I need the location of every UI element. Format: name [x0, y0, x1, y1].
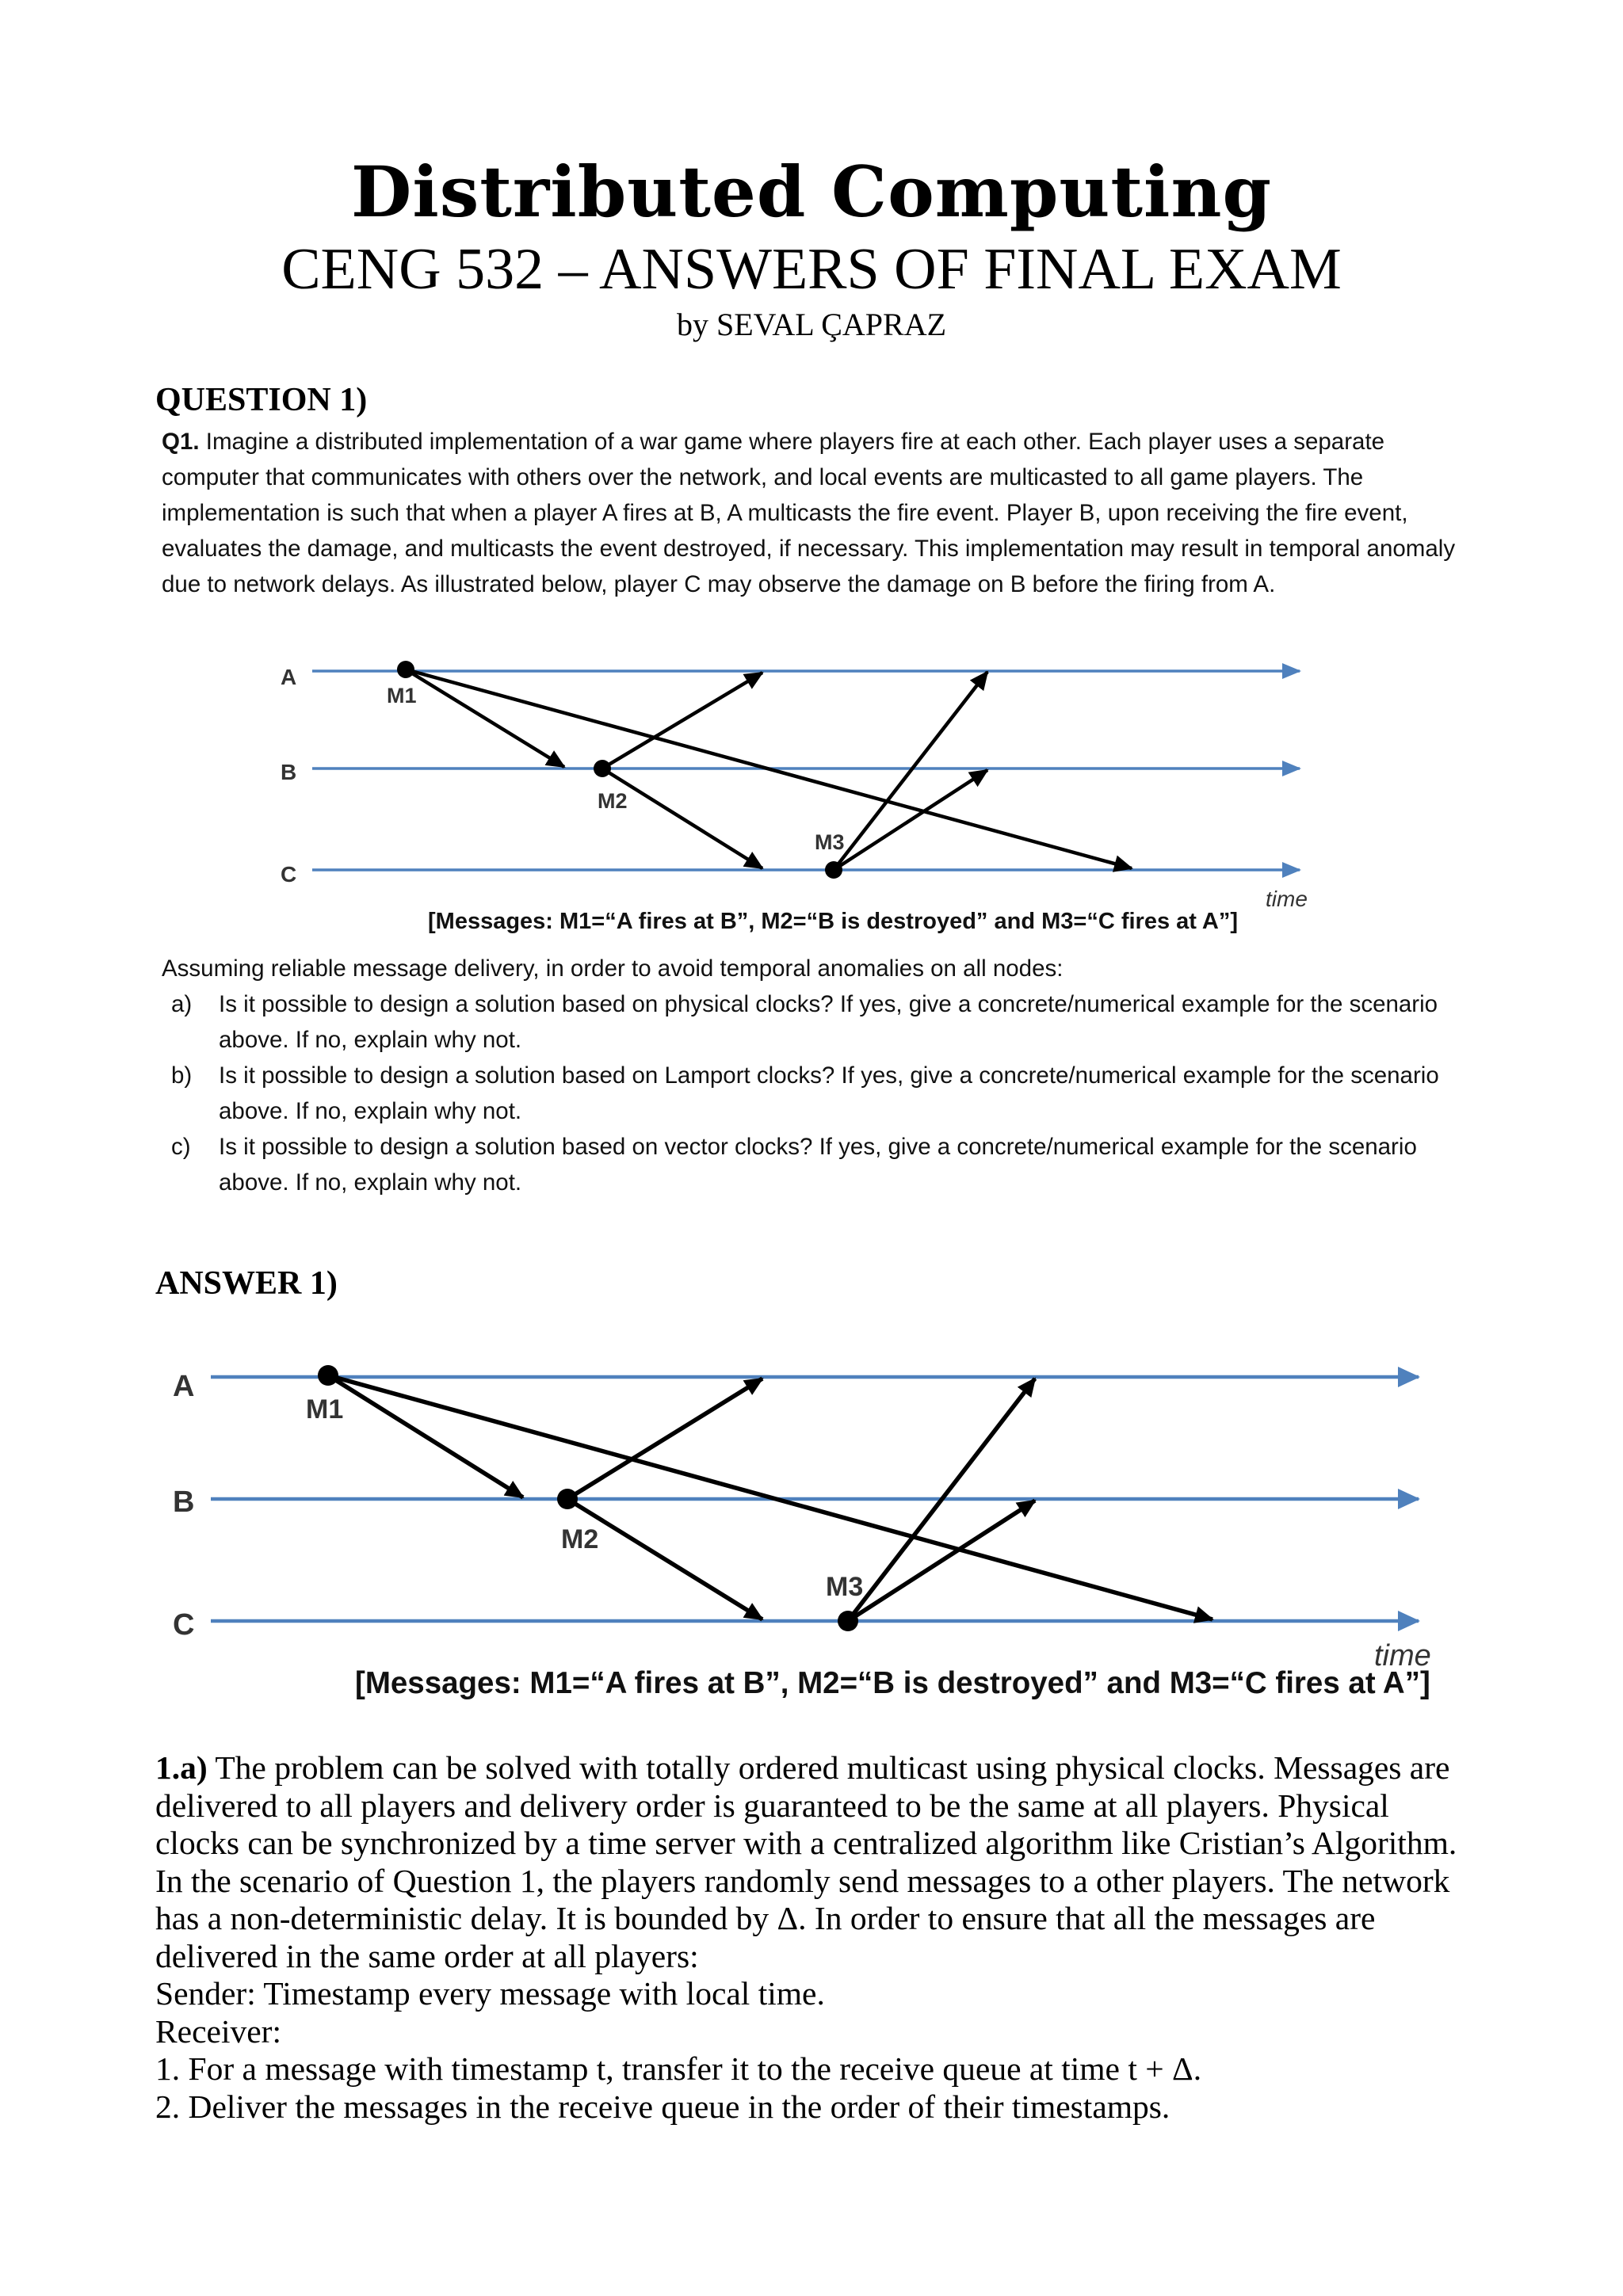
answer-step-1: 1. For a message with timestamp t, transfer it to the receive queue at time t + Δ.: [155, 2050, 1202, 2087]
process-label-a: A: [281, 665, 297, 689]
answer-time-axis-label: time: [1374, 1639, 1431, 1672]
answer-paragraph: [155, 1749, 1471, 1975]
answer-body: The problem can be solved with totally ordered multicast using physical clocks. Messages are delivered to all players and delivery order is guaranteed to be the same at all players. Physical clocks can be synchronized by a time server with a centralized algorithm like Cristian’s Algorithm. In the scenario of Question 1, the players randomly send messages to a other players. The network has a non-deterministic delay. It is bounded by Δ. In order to ensure that all the messages are delivered in the same order at all players:: [155, 1749, 1457, 1974]
answer-process-label-b: B: [173, 1486, 195, 1519]
answer-message-label-m1: M1: [306, 1394, 344, 1425]
answer-process-label-c: C: [173, 1608, 195, 1642]
answer-receiver-line: Receiver:: [155, 2012, 281, 2050]
answer-sender-line: Sender: Timestamp every message with local time.: [155, 1975, 825, 2012]
answer-event-dot-m1: [318, 1365, 338, 1386]
answer-event-dot-m3: [838, 1611, 858, 1631]
document-subtitle: CENG 532 – ANSWERS OF FINAL EXAM: [281, 237, 1342, 302]
option-c-text: Is it possible to design a solution based on vector clocks? If yes, give a concrete/numerical example for the scenario above. If no, explain why not.: [219, 1134, 1417, 1196]
message-label-m2: M2: [598, 789, 628, 813]
answer-arrow-m2-to-a: [567, 1379, 762, 1499]
option-b-label: b): [171, 1062, 193, 1089]
answer-step-2: 2. Deliver the messages in the receive queue in the order of their timestamps.: [155, 2088, 1170, 2125]
question-heading: QUESTION 1): [155, 382, 368, 418]
diagram-caption: [Messages: M1=“A fires at B”, M2=“B is destroyed” and M3=“C fires at A”]: [428, 909, 1239, 934]
answer-text-block: [155, 1749, 1471, 2126]
message-label-m3: M3: [815, 830, 845, 854]
question-body: Imagine a distributed implementation of a war game where players fire at each other. Each player uses a separate computer that communicates with others over the network, and local events are multicasted to all game players. The implementation is such that when a player A fires at B, A multicasts the fire event. Player B, upon receiving the fire event, evaluates the damage, and multicasts the event destroyed, if necessary. This implementation may result in temporal anomaly due to network delays. As illustrated below, player C may observe the damage on B before the firing from A.: [162, 429, 1456, 597]
answer-part-label: 1.a): [155, 1749, 208, 1786]
answer-message-label-m2: M2: [561, 1524, 599, 1554]
time-axis-label: time: [1266, 887, 1308, 911]
option-a-text: Is it possible to design a solution based on physical clocks? If yes, give a concrete/numerical example for the scenario above. If no, explain why not.: [219, 991, 1438, 1053]
option-a-label: a): [171, 991, 193, 1017]
answer-message-label-m3: M3: [826, 1572, 864, 1602]
answer-event-dot-m2: [557, 1489, 578, 1509]
document-title: Distributed Computing: [351, 151, 1272, 233]
answer-arrow-m2-to-c: [567, 1499, 762, 1619]
answer-diagram-caption: [Messages: M1=“A fires at B”, M2=“B is destroyed” and M3=“C fires at A”]: [355, 1666, 1430, 1700]
question-assumption: Assuming reliable message delivery, in order to avoid temporal anomalies on all nodes:: [162, 955, 1064, 982]
answer-arrow-m1-to-b: [328, 1375, 523, 1497]
question-label: Q1.: [162, 429, 200, 455]
process-label-c: C: [281, 862, 297, 887]
document-author: by SEVAL ÇAPRAZ: [676, 307, 947, 342]
answer-process-label-a: A: [173, 1370, 195, 1403]
process-label-b: B: [281, 760, 297, 784]
answer-diagram-group: [173, 1365, 1431, 1700]
message-label-m1: M1: [387, 684, 417, 707]
option-b-text: Is it possible to design a solution based on Lamport clocks? If yes, give a concrete/numerical example for the scenario above. If no, explain why not.: [219, 1062, 1439, 1124]
option-c-label: c): [171, 1134, 191, 1160]
answer-heading: ANSWER 1): [155, 1265, 338, 1302]
